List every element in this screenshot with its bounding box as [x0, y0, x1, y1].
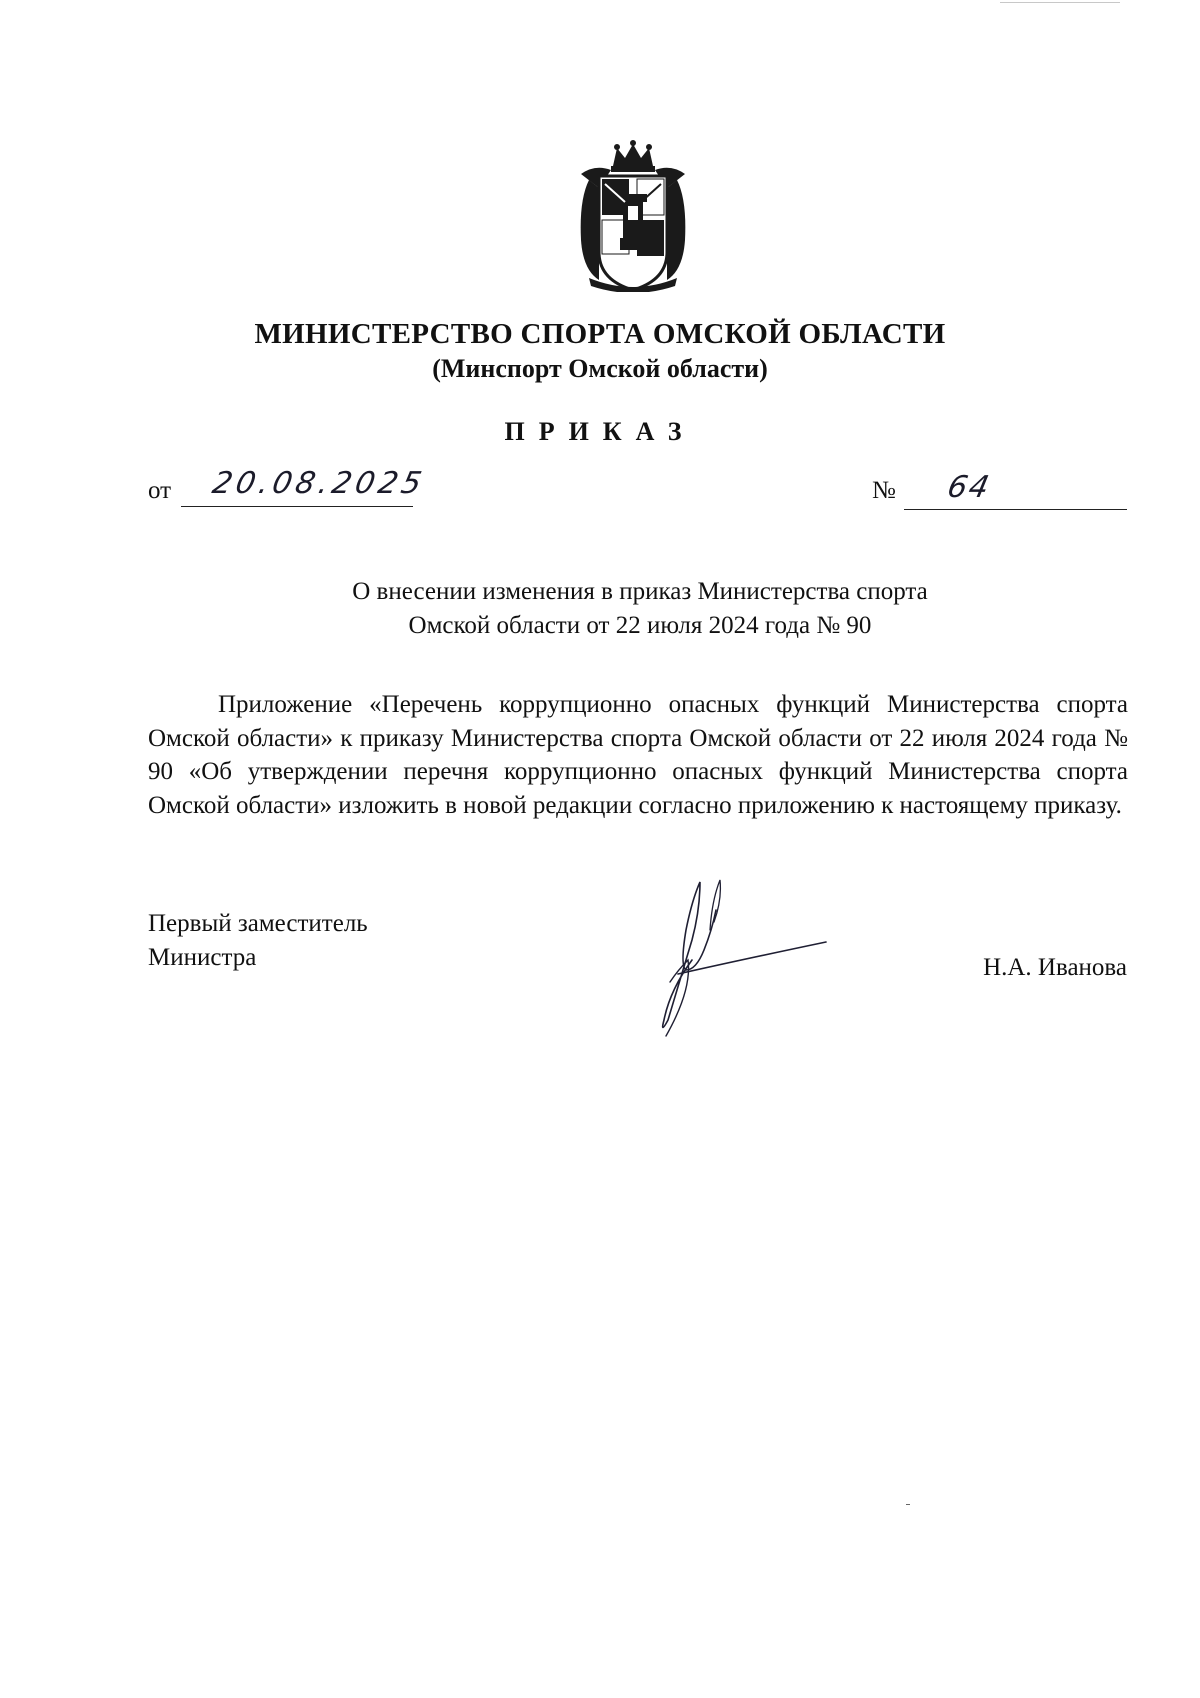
date-underline — [181, 506, 413, 507]
signer-name: Н.А. Иванова — [983, 954, 1127, 981]
ministry-name: МИНИСТЕРСТВО СПОРТА ОМСКОЙ ОБЛАСТИ — [254, 318, 946, 350]
signer-position-line-1: Первый заместитель — [148, 910, 368, 937]
scan-artifact — [906, 1504, 910, 1505]
subject-line-2: Омской области от 22 июля 2024 года № 90 — [408, 612, 872, 639]
number-underline — [904, 509, 1127, 510]
signer-position-line-2: Министра — [148, 944, 257, 971]
date-label: от — [148, 477, 172, 504]
handwritten-signature — [630, 870, 830, 1040]
document-type-title: ПРИКАЗ — [504, 417, 696, 446]
handwritten-date: 20.08.2025 — [209, 466, 429, 501]
body-paragraph: Приложение «Перечень коррупционно опасных функций Министерства спорта Омской области» к приказу Министерства спорта Омской области от 22 июля 2024 года № 90 «Об утверждении перечня коррупционно опасных функций Министерства спорта Омской области» изложить в новой редакции согласно приложению к настоящему приказу. — [148, 691, 1128, 819]
scan-artifact — [1000, 2, 1120, 3]
ministry-short-name: (Минспорт Омской области) — [432, 354, 768, 383]
coat-of-arms-icon — [575, 140, 691, 292]
number-label: № — [872, 477, 896, 504]
handwritten-number: 64 — [944, 470, 994, 505]
subject-line-1: О внесении изменения в приказ Министерства спорта — [352, 578, 928, 605]
